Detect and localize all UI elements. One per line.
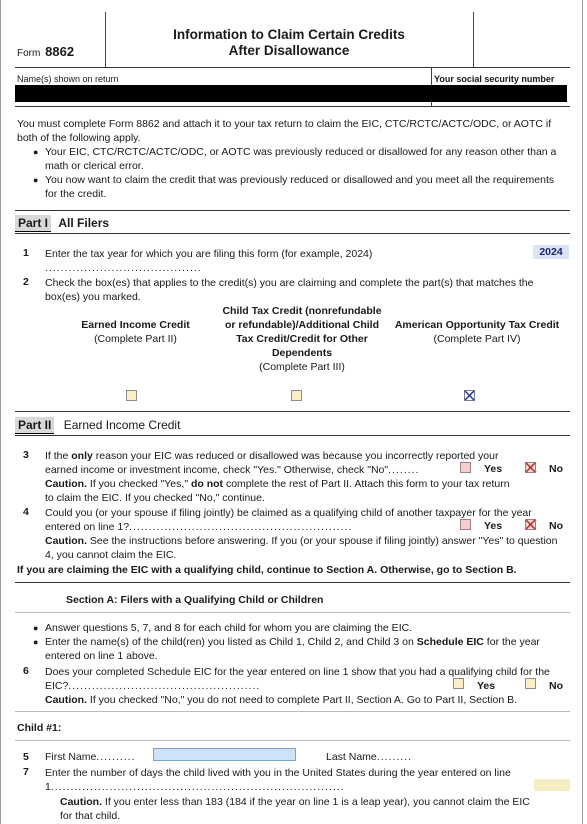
yes-label: Yes <box>477 680 496 692</box>
rule <box>15 67 570 68</box>
rule <box>15 435 570 436</box>
rule <box>15 740 570 741</box>
aotc-checkbox[interactable] <box>464 390 475 401</box>
section-a-bullets: ● Answer questions 5, 7, and 8 for each child for whom you are claiming the EIC. ● Enter the name(s) of the child(ren) you listed as Child 1, Child 2, and Child 3 on Schedule EIC for the year entered on line 1 above. <box>17 621 557 663</box>
name-label: Name(s) shown on return <box>17 74 119 84</box>
days-lived-input[interactable] <box>534 779 570 791</box>
intro-text: You must complete Form 8862 and attach it to your tax return to claim the EIC, CTC/RCTC/ACTC/ODC, or AOTC if both of the following apply. ● Your EIC, CTC/RCTC/ACTC/ODC, or AOTC was previously reduced or disallowed for any reason other than a math or clerical error. ● You now want to claim the credit that was previously reduced or disallowed and you meet all the requirements for the credit. <box>17 117 567 201</box>
aotc-column-head: American Opportunity Tax Credit (Complete Part IV) <box>394 319 560 345</box>
part2-header: Part II Earned Income Credit <box>15 418 180 432</box>
no-label: No <box>549 680 563 692</box>
rule <box>15 106 570 107</box>
line4-yes-checkbox[interactable] <box>460 519 471 530</box>
line4-no-checkbox[interactable] <box>525 519 536 530</box>
ssn-label: Your social security number <box>434 74 555 84</box>
line3-yes-checkbox[interactable] <box>460 462 471 473</box>
section-instruction: If you are claiming the EIC with a qualifying child, continue to Section A. Otherwise, go to Section B. <box>17 564 517 576</box>
line6-yes-checkbox[interactable] <box>453 678 464 689</box>
x-mark-icon <box>525 462 536 473</box>
line2-text: Check the box(es) that applies to the credit(s) you are claiming and complete the part(s) that matches the box(es) you marked. <box>45 277 534 303</box>
line-number: 3 <box>23 449 29 461</box>
x-mark-icon <box>464 390 475 401</box>
eic-column-head: Earned Income Credit (Complete Part II) <box>81 319 190 345</box>
ctc-column-head: Child Tax Credit (nonrefundable or refundable)/Additional Child Tax Credit/Credit for Other Dependents (Complete Part III) <box>222 305 382 373</box>
no-label: No <box>549 520 563 532</box>
line3-text: If the only reason your EIC was reduced or disallowed was because you incorrectly reported your earned income or investment income, check "Yes." Otherwise, check "No"........ Caution. If you checked "Yes," do not complete the rest of Part II. Attach this form to your tax return to claim the EIC. If you checked "No," continue. <box>45 450 510 504</box>
rule <box>15 233 570 234</box>
rule <box>15 582 570 583</box>
line-number: 1 <box>23 247 29 259</box>
line-number: 5 <box>23 751 29 763</box>
line-number: 6 <box>23 665 29 677</box>
rule <box>15 711 570 712</box>
line7-text: Enter the number of days the child lived with you in the United States during the year entered on line 1........................................................................... <box>45 767 511 793</box>
rule <box>15 411 570 412</box>
line-number: 2 <box>23 276 29 288</box>
last-name-label: Last Name......... <box>326 751 413 763</box>
form-title: Information to Claim Certain Credits After Disallowance <box>173 27 405 58</box>
child-label: Child #1: <box>17 722 62 734</box>
line3-no-checkbox[interactable] <box>525 462 536 473</box>
part1-header: Part I All Filers <box>15 216 109 230</box>
no-label: No <box>549 463 563 475</box>
tax-year-input[interactable]: 2024 <box>533 245 569 259</box>
ctc-checkbox[interactable] <box>291 390 302 401</box>
x-mark-icon <box>525 519 536 530</box>
line6-text: Does your completed Schedule EIC for the year entered on line 1 show that you had a qualifying child for the EIC?................................................. Caution. If you checked "No," you do not need to complete Part II, Section A. Go to Part II, Section B. <box>45 666 550 706</box>
section-a-title: Section A: Filers with a Qualifying Child or Children <box>66 594 324 606</box>
first-name-label: First Name.......... <box>45 751 136 763</box>
line7-caution: Caution. If you enter less than 183 (184 if the year on line 1 is a leap year), you cannot claim the EIC for that child. <box>60 796 530 822</box>
line-number: 4 <box>23 506 29 518</box>
rule <box>15 612 570 613</box>
eic-checkbox[interactable] <box>126 390 137 401</box>
first-name-input[interactable] <box>153 748 296 761</box>
line-number: 7 <box>23 766 29 778</box>
line4-text: Could you (or your spouse if filing jointly) be claimed as a qualifying child of another taxpayer for the year entered on line 1?......................................................... Caution. See the instructions before answering. If you (or your spouse if filing jointly) answer "Yes" to question 4, you cannot claim the EIC. <box>45 507 558 561</box>
yes-label: Yes <box>484 463 503 475</box>
form-number: Form 8862 <box>17 44 75 59</box>
yes-label: Yes <box>484 520 503 532</box>
header-divider <box>473 12 474 67</box>
rule <box>15 210 570 211</box>
redacted-name-field[interactable] <box>15 85 567 102</box>
line1-text: Enter the tax year for which you are filing this form (for example, 2024) ........................................ <box>45 248 373 274</box>
line6-no-checkbox[interactable] <box>525 678 536 689</box>
